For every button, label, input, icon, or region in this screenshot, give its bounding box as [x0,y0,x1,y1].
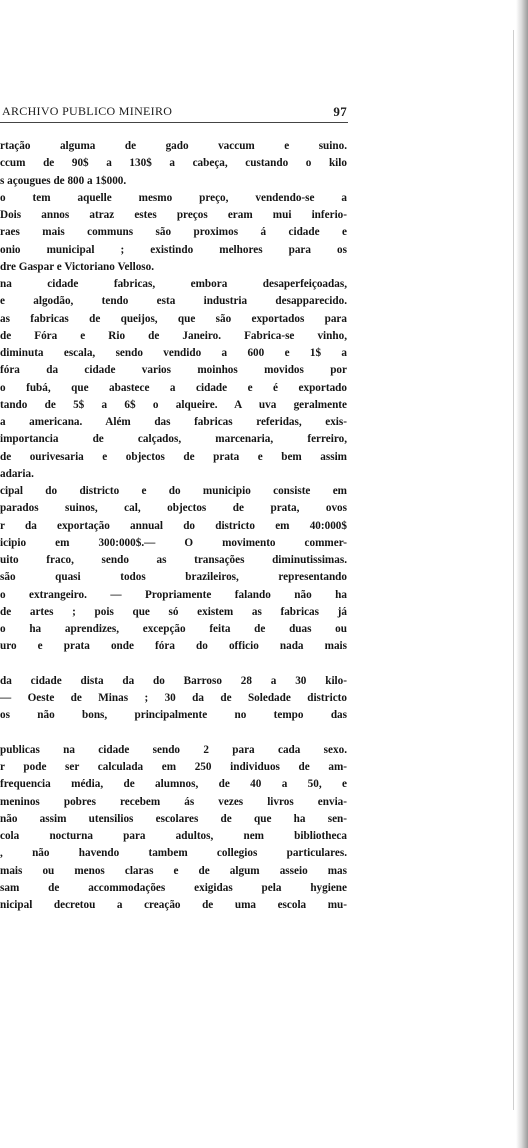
text-line: o extrangeiro. — Propriamente falando não ha [0,588,347,601]
page-number: 97 [333,104,347,119]
text-line: não assim utensilios escolares de que ha sen- [0,812,347,825]
blank-line [0,656,347,673]
text-line: as fabricas de queijos, que são exportados para [0,312,347,325]
text-line: raes mais communs são proximos á cidade e [0,226,347,239]
text-line: ccum de 90$ a 130$ a cabeça, custando o kilo [0,157,347,170]
text-line: da cidade dista da do Barroso 28 a 30 kilo- [0,674,347,687]
text-line: nicipal decretou a creação de uma escola mu- [0,899,347,911]
text-line: r pode ser calculada em 250 individuos de am- [0,761,347,773]
text-line: onio municipal ; existindo melhores para os [0,243,347,256]
body-text [0,138,347,914]
text-line: sam de accommodações exigidas pela hygiene [0,881,347,894]
text-line: uito fraco, sendo as transações diminutissimas. [0,554,347,566]
text-line: o tem aquelle mesmo preço, vendendo-se a [0,191,347,204]
text-line: de ourivesaria e objectos de prata e bem assim [0,450,347,463]
text-line: o ha aprendizes, excepção feita de duas ou [0,623,347,635]
text-line: adaria. [0,467,34,480]
text-line: dre Gaspar e Victoriano Velloso. [0,260,155,273]
text-line: e algodão, tendo esta industria desapparecido. [0,295,347,308]
text-line: Dois annos atraz estes preços eram mui inferio- [0,209,347,221]
text-line: os não bons, principalmente no tempo das [0,709,347,722]
text-line: são quasi todos brazileiros, representando [0,571,347,584]
text-line: rtação alguma de gado vaccum e suino. [0,140,347,152]
text-line: frequencia média, de alumnos, de 40 a 50, e [0,778,347,791]
text-line: meninos pobres recebem ás vezes livros envia- [0,795,347,808]
text-line: cola nocturna para adultos, nem bibliotheca [0,830,347,842]
text-line: s açougues de 800 a 1$000. [0,174,127,187]
text-line: icipio em 300:000$.— O movimento commer- [0,536,347,549]
running-head-title: ARCHIVO PUBLICO MINEIRO [2,104,173,118]
text-line: tando de 5$ a 6$ o alqueire. A uva geralmente [0,398,347,411]
text-line: na cidade fabricas, embora desaperfeiçoadas, [0,278,347,290]
text-line: o fubá, que abastece a cidade e é exportado [0,381,347,394]
text-line: de Fóra e Rio de Janeiro. Fabrica-se vinho, [0,329,347,342]
page-gutter-line [513,30,514,1110]
page-gutter-shadow [516,0,528,1148]
text-line: diminuta escala, sendo vendido a 600 e 1$ a [0,347,347,359]
text-line: de artes ; pois que só existem as fabricas já [0,605,347,618]
header-rule [0,122,348,123]
text-line: — Oeste de Minas ; 30 da de Soledade districto [0,692,347,704]
text-line: parados suinos, cal, objectos de prata, ovos [0,502,347,515]
text-line: publicas na cidade sendo 2 para cada sexo. [0,743,347,756]
text-line: mais ou menos claras e de algum asseio mas [0,864,347,877]
text-line: r da exportação annual do districto em 40:000$ [0,519,347,532]
text-line: , não havendo tambem collegios particulares. [0,847,347,860]
text-line: importancia de calçados, marcenaria, ferreiro, [0,433,347,446]
blank-line [0,725,347,742]
text-line: a americana. Além das fabricas referidas, exis- [0,416,347,428]
text-line: fóra da cidade varios moinhos movidos por [0,364,347,377]
running-head [0,104,347,120]
text-line: uro e prata onde fóra do officio nada mais [0,640,347,653]
text-line: cipal do districto e do municipio consiste em [0,485,347,497]
